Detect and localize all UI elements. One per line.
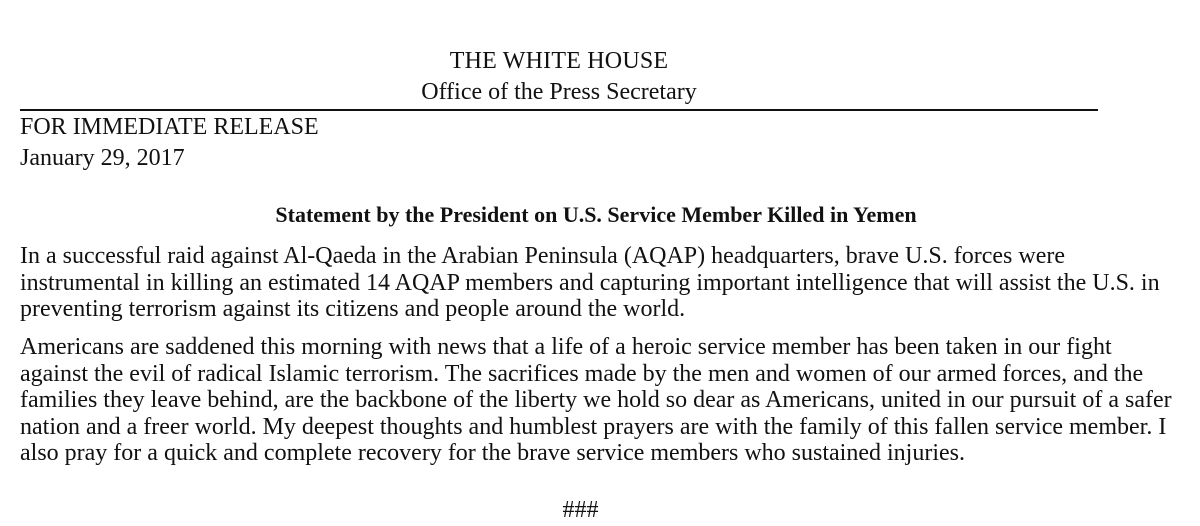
release-date: January 29, 2017 (20, 145, 185, 171)
end-of-release-mark: ### (562, 497, 599, 523)
statement-paragraph-1: In a successful raid against Al-Qaeda in the Arabian Peninsula (AQAP) headquarters, brave U.S. forces were instrumental in killing an estimated 14 AQAP members and capturing important intelligence that will assist the U.S. in preventing terrorism against its citizens and people around the world. (20, 243, 1160, 322)
statement-headline: Statement by the President on U.S. Service Member Killed in Yemen (275, 202, 917, 227)
document-title: THE WHITE HOUSE (449, 48, 669, 74)
press-release-page (20, 0, 1172, 526)
document-subtitle: Office of the Press Secretary (421, 79, 697, 105)
release-label: FOR IMMEDIATE RELEASE (20, 114, 319, 140)
statement-paragraph-2: Americans are saddened this morning with news that a life of a heroic service member has been taken in our fight against the evil of radical Islamic terrorism. The sacrifices made by the men and women of our armed forces, and the families they leave behind, are the backbone of the liberty we hold so dear as Americans, united in our pursuit of a safer nation and a freer world. My deepest thoughts and humblest prayers are with the family of this fallen service member. I also pray for a quick and complete recovery for the brave service members who sustained injuries. (20, 334, 1172, 466)
header-divider (20, 109, 1098, 111)
